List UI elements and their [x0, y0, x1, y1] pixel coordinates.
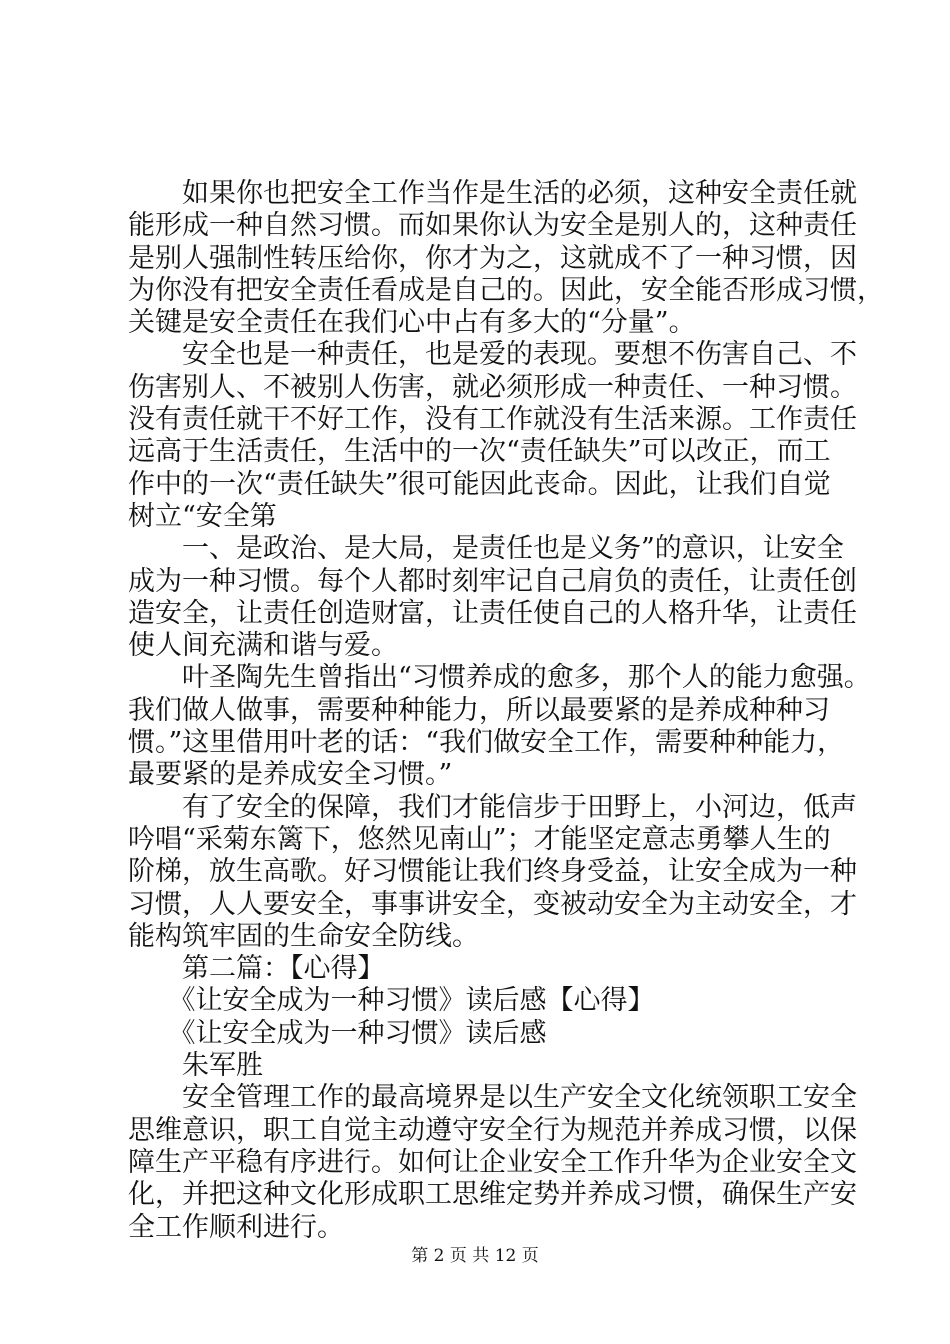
text-line: 如果你也把安全工作当作是生活的必须，这种安全责任就: [128, 178, 857, 209]
article-subtitle: 《让安全成为一种习惯》读后感: [128, 1017, 547, 1049]
text-line: 没有责任就干不好工作，没有工作就没有生活来源。工作责任: [128, 404, 857, 436]
text-line: 化，并把这种文化形成职工思维定势并养成习惯，确保生产安: [128, 1179, 857, 1211]
text-line: 吟唱“采菊东篱下，悠然见南山”；才能坚定意志勇攀人生的: [128, 823, 831, 855]
text-line: 思维意识，职工自觉主动遵守安全行为规范并养成习惯，以保: [128, 1114, 857, 1146]
text-line: 成为一种习惯。每个人都时刻牢记自己肩负的责任，让责任创: [128, 565, 857, 597]
author-name: 朱军胜: [128, 1050, 263, 1082]
text-line: 安全管理工作的最高境界是以生产安全文化统领职工安全: [128, 1082, 857, 1114]
text-line: 全工作顺利进行。: [128, 1211, 344, 1243]
section-heading: 第二篇：【心得】: [128, 953, 385, 985]
text-line: 我们做人做事，需要种种能力，所以最要紧的是养成种种习: [128, 694, 830, 726]
text-line: 叶圣陶先生曾指出“习惯养成的愈多，那个人的能力愈强。: [128, 662, 871, 694]
text-line: 一、是政治、是大局，是责任也是义务”的意识，让安全: [128, 533, 844, 565]
text-line: 习惯，人人要安全，事事讲安全，变被动安全为主动安全，才: [128, 888, 857, 920]
text-line: 惯。”这里借用叶老的话：“我们做安全工作，需要种种能力，: [128, 727, 845, 759]
article-title: 《让安全成为一种习惯》读后感【心得】: [128, 985, 655, 1017]
document-body: [128, 178, 884, 1244]
text-line: 造安全，让责任创造财富，让责任使自己的人格升华，让责任: [128, 597, 857, 629]
text-line: 能形成一种自然习惯。而如果你认为安全是别人的，这种责任: [128, 210, 857, 242]
text-line: 有了安全的保障，我们才能信步于田野上，小河边，低声: [128, 791, 857, 823]
text-line: 伤害别人、不被别人伤害，就必须形成一种责任、一种习惯。: [128, 371, 857, 403]
text-line: 最要紧的是养成安全习惯。”: [128, 759, 453, 791]
text-line: 作中的一次“责任缺失”很可能因此丧命。因此，让我们自觉: [128, 468, 831, 500]
text-line: 远高于生活责任，生活中的一次“责任缺失”可以改正，而工: [128, 436, 831, 468]
text-line: 使人间充满和谐与爱。: [128, 630, 398, 662]
text-line: 关键是安全责任在我们心中占有多大的“分量”。: [128, 307, 696, 339]
page-number-footer: 第 2 页 共 12 页: [411, 1246, 539, 1266]
text-line: 树立“安全第: [128, 500, 277, 532]
text-line: 障生产平稳有序进行。如何让企业安全工作升华为企业安全文: [128, 1146, 857, 1178]
text-line: 为你没有把安全责任看成是自己的。因此，安全能否形成习惯，: [128, 274, 884, 306]
text-line: 安全也是一种责任，也是爱的表现。要想不伤害自己、不: [128, 339, 857, 371]
text-line: 是别人强制性转压给你，你才为之，这就成不了一种习惯，因: [128, 242, 857, 274]
text-line: 能构筑牢固的生命安全防线。: [128, 920, 479, 952]
text-line: 阶梯，放生高歌。好习惯能让我们终身受益，让安全成为一种: [128, 856, 857, 888]
